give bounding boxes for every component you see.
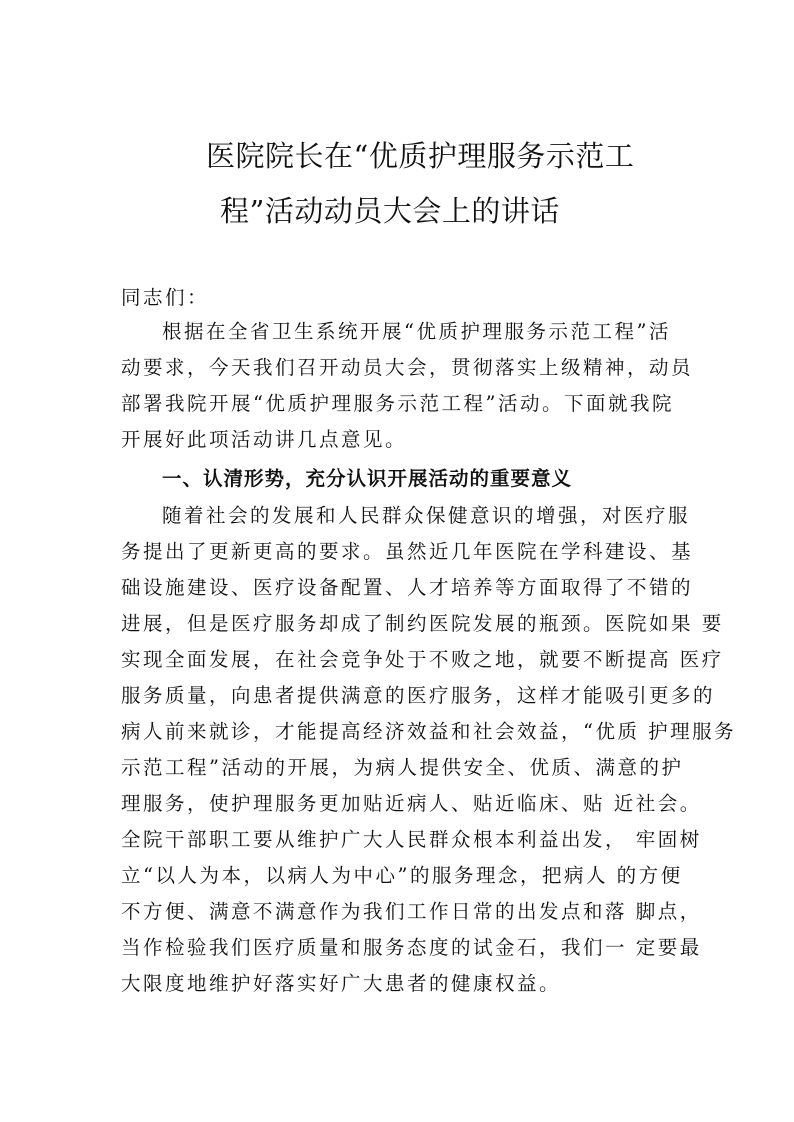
paragraph-line: 开展好此项活动讲几点意见。 <box>121 428 408 451</box>
paragraph-line: 随着社会的发展和人民群众保健意识的增强，对医疗服 <box>162 504 691 527</box>
section-heading: 一、认清形势，充分认识开展活动的重要意义 <box>162 467 573 490</box>
paragraph-line: 动要求，今天我们召开动员大会，贯彻落实上级精神，动员 <box>121 356 694 379</box>
paragraph-line: 立“以人为本，以病人为中心”的服务理念，把病人 的方便 <box>121 864 683 887</box>
paragraph-line: 示范工程”活动的开展，为病人提供安全、优质、满意的护 <box>121 756 684 779</box>
document-title-line-2: 程”活动动员大会上的讲话 <box>220 194 560 228</box>
paragraph-line: 根据在全省卫生系统开展“优质护理服务示范工程”活 <box>162 320 671 343</box>
paragraph-line: 实现全面发展，在社会竞争处于不败之地，就要不断提高 医疗 <box>121 648 724 671</box>
paragraph-line: 当作检验我们医疗质量和服务态度的试金石，我们一 定要最 <box>121 936 702 959</box>
paragraph-line: 进展，但是医疗服务却成了制约医院发展的瓶颈。医院如果 要 <box>121 612 724 635</box>
paragraph-line: 大限度地维护好落实好广大患者的健康权益。 <box>121 972 562 995</box>
document-title-line-1: 医院院长在“优质护理服务示范工 <box>206 139 635 173</box>
paragraph-line: 服务质量，向患者提供满意的医疗服务，这样才能吸引更多的 <box>121 684 716 707</box>
paragraph-line: 部署我院开展“优质护理服务示范工程”活动。下面就我院 <box>121 392 674 415</box>
paragraph-line: 务提出了更新更高的要求。虽然近几年医院在学科建设、基 <box>121 540 694 563</box>
paragraph-line: 病人前来就诊，才能提高经济效益和社会效益，“优质 护理服务 <box>121 720 737 743</box>
paragraph-line: 全院干部职工要从维护广大人民群众根本利益出发， 牢固树 <box>121 828 702 851</box>
paragraph-line: 不方便、满意不满意作为我们工作日常的出发点和落 脚点， <box>121 900 702 923</box>
salutation: 同志们： <box>121 286 210 309</box>
paragraph-line: 础设施建设、医疗设备配置、人才培养等方面取得了不错的 <box>121 576 694 599</box>
paragraph-line: 理服务，使护理服务更加贴近病人、贴近临床、贴 近社会。 <box>121 792 702 815</box>
